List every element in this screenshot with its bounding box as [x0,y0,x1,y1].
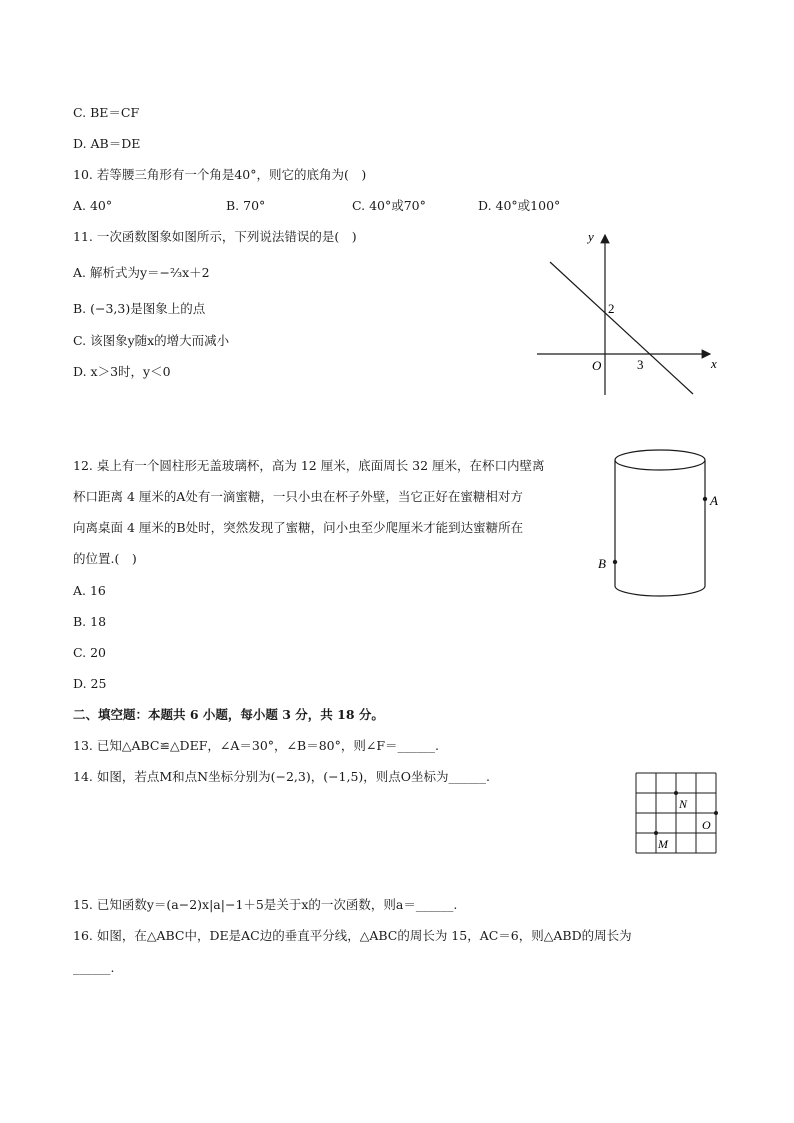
x-intercept-label: 3 [637,357,644,372]
q15-text: 15. 已知函数y＝(a−2)x|a|−1＋5是关于x的一次函数，则a＝______. [73,897,458,912]
cylinder-top [615,450,705,470]
point-a [703,497,707,501]
point-m [654,831,658,835]
q12-cylinder-figure [590,448,730,608]
q16-text-line-2: ______. [73,960,115,975]
q16-text-line-1: 16. 如图，在△ABC中，DE是AC边的垂直平分线，△ABC的周长为 15，AC＝6，则△ABD的周长为 [73,928,632,943]
q14-text: 14. 如图，若点M和点N坐标分别为(−2,3)，(−1,5)，则点O坐标为______. [73,769,491,784]
point-b-label: B [598,556,606,571]
q11-function-graph [530,225,730,400]
origin-label: O [592,358,602,373]
q10-option-a: A. 40° [73,198,113,213]
q12-stem-line-3: 向离桌面 4 厘米的B处时，突然发现了蜜糖，问小虫至少爬厘米才能到达蜜糖所在 [73,520,524,535]
q11-option-b: B. (−3,3)是图象上的点 [73,301,206,316]
q12-option-d: D. 25 [73,676,107,691]
y-axis-label: y [588,229,594,244]
q11-option-d: D. x＞3时，y＜0 [73,364,171,379]
q10-option-b: B. 70° [226,198,266,213]
q12-stem-line-1: 12. 桌上有一个圆柱形无盖玻璃杯，高为 12 厘米，底面周长 32 厘米，在杯口内壁离 [73,458,545,473]
y-intercept-label: 2 [608,301,615,316]
q12-option-a: A. 16 [73,583,106,598]
point-a-label: A [710,493,718,508]
q12-stem-line-2: 杯口距离 4 厘米的A处有一滴蜜糖，一只小虫在杯子外壁，当它正好在蜜糖相对方 [73,489,523,504]
q10-option-d: D. 40°或100° [478,198,561,213]
x-axis-label: x [711,356,717,371]
point-m-label: M [658,837,668,851]
q10-stem: 10. 若等腰三角形有一个角是40°，则它的底角为( ) [73,167,367,182]
point-n-label: N [679,797,688,811]
point-b [613,560,617,564]
q11-option-a: A. 解析式为y＝−⅔x＋2 [73,265,210,280]
section-2-title: 二、填空题：本题共 6 小题，每小题 3 分，共 18 分。 [73,707,384,722]
point-o [714,811,718,815]
cylinder-bottom [615,586,705,596]
q12-option-c: C. 20 [73,645,106,660]
function-line [550,262,693,394]
point-n [674,791,678,795]
q9-option-d: D. AB＝DE [73,136,141,151]
point-o-label: O [702,818,711,832]
q11-stem: 11. 一次函数图象如图所示，下列说法错误的是( ) [73,229,357,244]
q14-grid-figure [630,768,726,858]
q12-option-b: B. 18 [73,614,107,629]
q10-option-c: C. 40°或70° [352,198,426,213]
q12-stem-line-4: 的位置.( ) [73,551,137,566]
q11-option-c: C. 该图象y随x的增大而减小 [73,333,230,348]
q13-text: 13. 已知△ABC≌△DEF，∠A＝30°，∠B＝80°，则∠F＝______. [73,738,439,753]
q9-option-c: C. BE＝CF [73,105,140,120]
